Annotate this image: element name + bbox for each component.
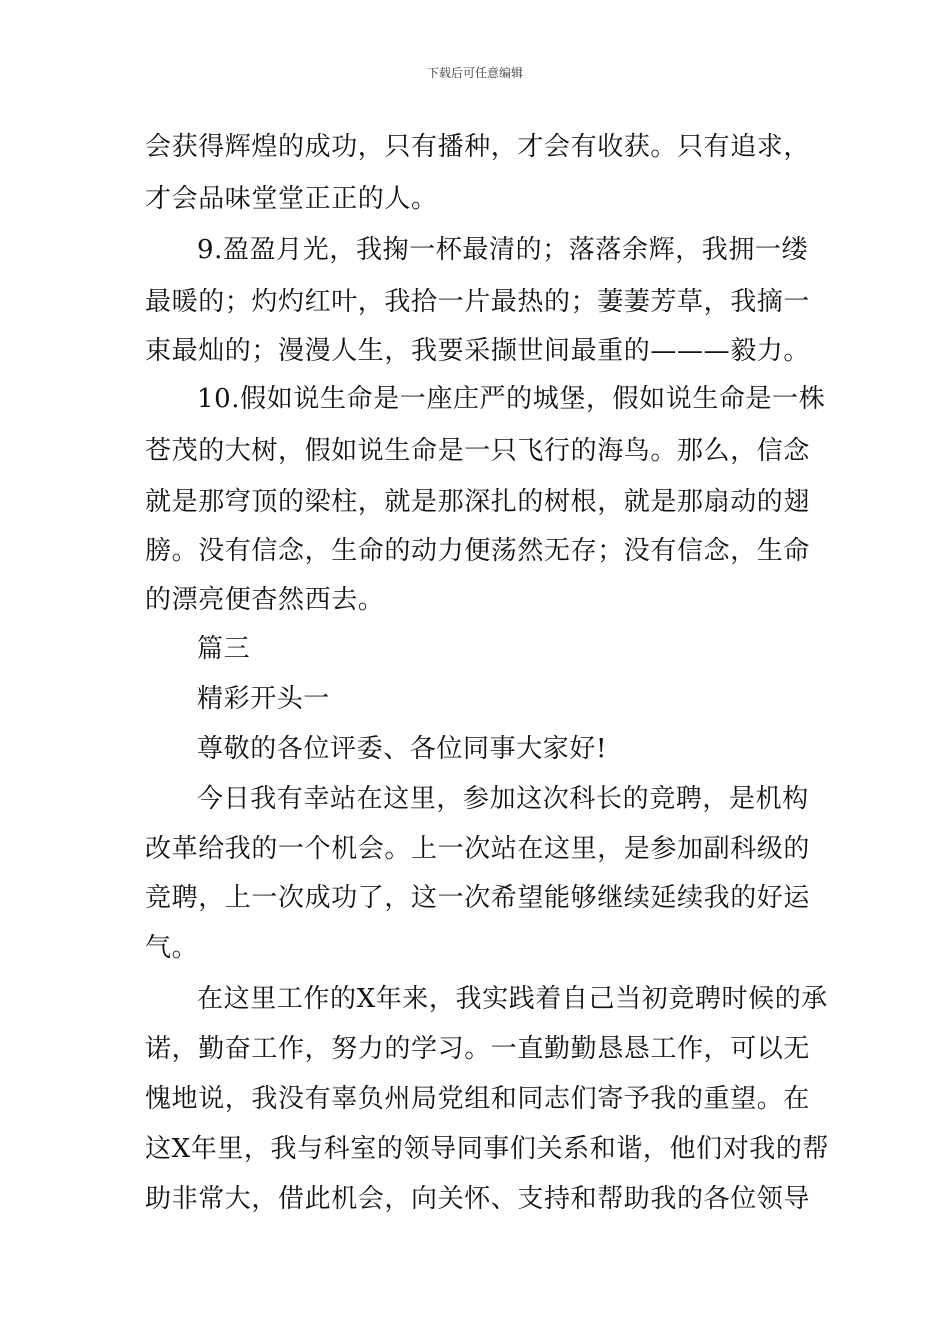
text-line: 9.盈盈月光，我掬一杯最清的；落落余辉，我拥一缕: [197, 235, 809, 265]
subsection-heading: 精彩开头一: [197, 684, 331, 714]
text-line: 竞聘，上一次成功了，这一次希望能够继续延续我的好运: [145, 883, 811, 913]
text-line: 改革给我的一个机会。上一次站在这里，是参加副科级的: [145, 834, 811, 864]
text-line: 诺，勤奋工作，努力的学习。一直勤勤恳恳工作，可以无: [145, 1034, 811, 1064]
text-line: 愧地说，我没有辜负州局党组和同志们寄予我的重望。在: [145, 1084, 811, 1114]
text-line: 的漂亮便杳然西去。: [145, 585, 385, 615]
section-heading: 篇三: [197, 634, 251, 664]
text-line: 会获得辉煌的成功，只有播种，才会有收获。只有追求，: [145, 132, 811, 162]
text-line: 10.假如说生命是一座庄严的城堡，假如说生命是一株: [197, 384, 826, 414]
text-line: 就是那穹顶的梁柱，就是那深扎的树根，就是那扇动的翅: [145, 487, 811, 517]
text-line: 在这里工作的X年来，我实践着自己当初竞聘时候的承: [197, 984, 828, 1014]
text-line: 最暖的；灼灼红叶，我拾一片最热的；萋萋芳草，我摘一: [145, 287, 811, 317]
text-line: 束最灿的；漫漫人生，我要采撷世间最重的———毅力。: [145, 336, 811, 366]
text-line: 这X年里，我与科室的领导同事们关系和谐，他们对我的帮: [145, 1134, 830, 1164]
text-line: 苍茂的大树，假如说生命是一只飞行的海鸟。那么，信念: [145, 436, 811, 466]
text-line: 尊敬的各位评委、各位同事大家好!: [197, 734, 608, 764]
page-header: 下载后可任意编辑: [426, 66, 523, 80]
text-line: 才会品味堂堂正正的人。: [145, 184, 438, 214]
text-line: 膀。没有信念，生命的动力便荡然无存；没有信念，生命: [145, 536, 811, 566]
text-line: 气。: [145, 933, 199, 963]
text-line: 助非常大，借此机会，向关怀、支持和帮助我的各位领导: [145, 1184, 811, 1214]
text-line: 今日我有幸站在这里，参加这次科长的竞聘，是机构: [197, 784, 809, 814]
